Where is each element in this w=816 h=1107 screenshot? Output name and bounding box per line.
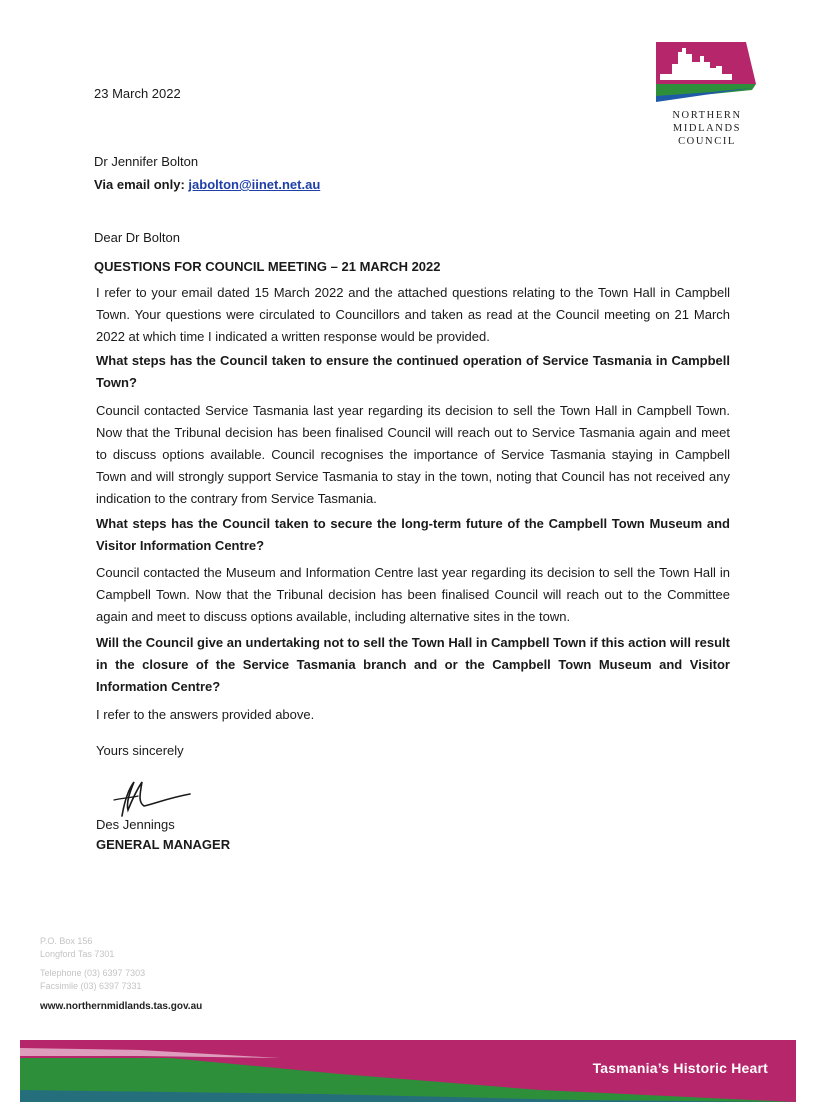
answer-2: Council contacted the Museum and Information Centre last year regarding its decision to sell the Town Hall in Campbell Town. Now that the Tribunal decision has been finalised Council will reach out to the Committee again and meet to discuss options available, including alternative sites in the town. (96, 565, 730, 624)
email-link[interactable]: jabolton@iinet.net.au (188, 177, 321, 192)
council-logo (652, 40, 762, 150)
salutation: Dear Dr Bolton (94, 230, 180, 245)
logo-line-3: COUNCIL (678, 136, 736, 147)
subject-heading: QUESTIONS FOR COUNCIL MEETING – 21 MARCH 2022 (94, 259, 441, 274)
footer-po-box: P.O. Box 156 (40, 936, 93, 946)
letter-date: 23 March 2022 (94, 86, 181, 101)
question-3: Will the Council give an undertaking not to sell the Town Hall in Campbell Town if this action will result in the closure of the Service Tasmania branch and or the Campbell Town Museum and Visitor Information Centre? (96, 635, 730, 694)
council-skyline-logo-icon (652, 40, 762, 106)
recipient-name: Dr Jennifer Bolton (94, 154, 199, 169)
question-2: What steps has the Council taken to secure the long-term future of the Campbell Town Museum and Visitor Information Centre? (96, 516, 730, 553)
logo-line-1: NORTHERN (672, 110, 742, 121)
footer-website[interactable]: www.northernmidlands.tas.gov.au (40, 1001, 203, 1012)
closing: Yours sincerely (96, 743, 184, 758)
question-1: What steps has the Council taken to ensure the continued operation of Service Tasmania in Campbell Town? (96, 353, 730, 390)
intro-paragraph: I refer to your email dated 15 March 2022 and the attached questions relating to the Town Hall in Campbell Town. Your questions were circulated to Councillors and taken as read at the Council meeting on 21 March 2022 at which time I indicated a written response would be provided. (96, 285, 730, 344)
answer-1: Council contacted Service Tasmania last year regarding its decision to sell the Town Hall in Campbell Town. Now that the Tribunal decision has been finalised Council will reach out to Service Tasmania again and meet to discuss options available. Council recognises the importance of Service Tasmania staying in Campbell Town and will strongly support Service Tasmania to stay in the town, noting that Council has not received any indication to the contrary from Service Tasmania. (96, 403, 730, 506)
footer-telephone: Telephone (03) 6397 7303 (40, 968, 146, 978)
signatory-name: Des Jennings (96, 817, 175, 832)
via-label: Via email only: (94, 177, 185, 192)
signatory-title: GENERAL MANAGER (96, 837, 231, 852)
footer-town: Longford Tas 7301 (40, 949, 115, 959)
logo-line-2: MIDLANDS (672, 123, 742, 134)
footer-facsimile: Facsimile (03) 6397 7331 (40, 981, 142, 991)
delivery-line (94, 174, 320, 196)
footer-banner (20, 1040, 796, 1102)
answer-3: I refer to the answers provided above. (96, 707, 315, 722)
footer-tagline: Tasmania’s Historic Heart (592, 1060, 768, 1076)
